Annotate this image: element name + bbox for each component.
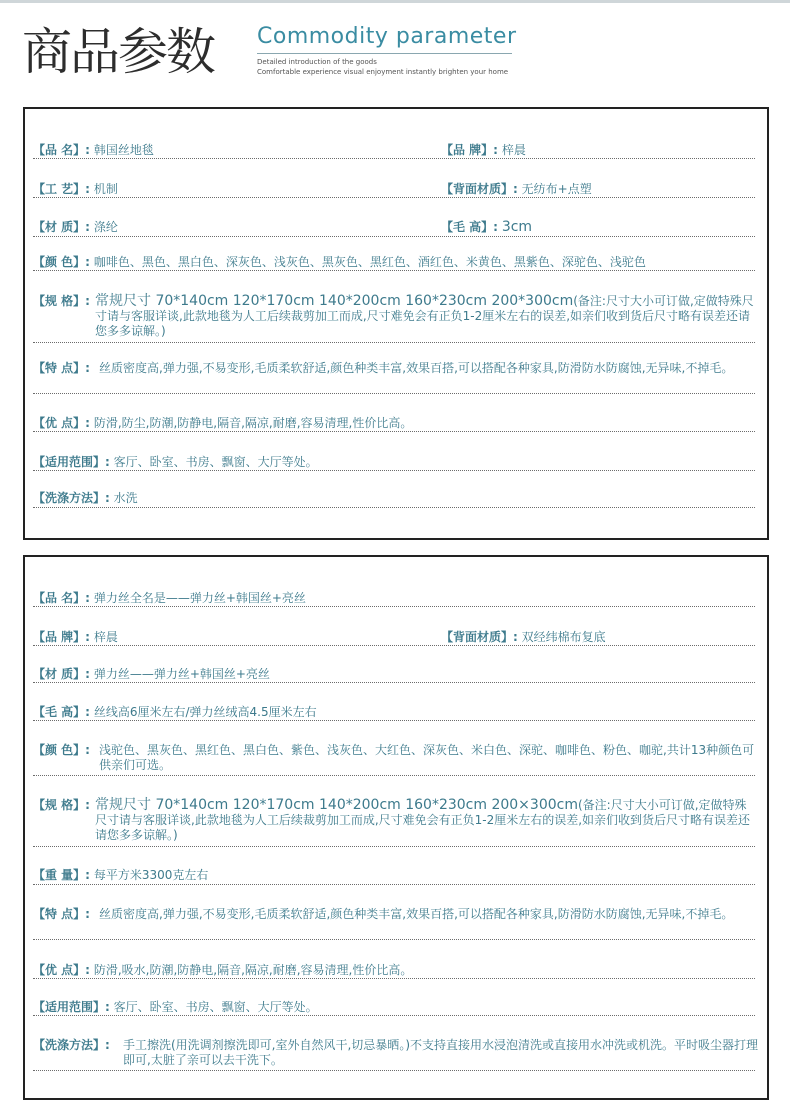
spec-label: 【规 格】:: [33, 294, 90, 308]
spec-row-scope: [33, 455, 755, 471]
spec-row-size: [33, 294, 755, 343]
top-divider: [0, 0, 790, 3]
spec-label: 【重 量】:: [33, 868, 90, 882]
title-rule: [257, 53, 512, 54]
spec2-row-name: [33, 591, 755, 607]
spec2-row-pile: [33, 705, 755, 721]
spec-label: 【规 格】:: [33, 798, 90, 812]
spec2-row-advantage: [33, 963, 755, 979]
page-title-en: Commodity parameter: [257, 24, 517, 49]
spec2-row-color: [33, 743, 755, 776]
page-title-cn: 商品参数: [22, 23, 214, 81]
spec-row-name: [33, 143, 755, 159]
spec-label: 【工 艺】:: [33, 182, 90, 196]
spec-label: 【适用范围】:: [33, 455, 110, 469]
spec-label: 【颜 色】:: [33, 743, 90, 757]
spec-label: 【特 点】:: [33, 907, 90, 921]
spec-row-advantage: [33, 416, 755, 432]
spec-value: 防滑,吸水,防潮,防静电,隔音,隔凉,耐磨,容易清理,性价比高。: [93, 963, 413, 977]
spec-value: 客厅、卧室、书房、飘窗、大厅等处。: [113, 455, 318, 469]
spec-value: 梓晨: [93, 630, 118, 644]
spec-value: 梓晨: [501, 143, 526, 157]
spec-value: 3cm: [501, 219, 533, 235]
spec-label: 【优 点】:: [33, 416, 90, 430]
spec-note: (备注:尺寸大小可订做,定做特殊尺寸请与客服详谈,此款地毯为人工后续裁剪加工而成,尺寸难免会有正负1-2厘米左右的误差,如亲们收到货后尺寸略有误差还请您多多谅解。): [95, 294, 754, 338]
spec-label: 【洗涤方法】:: [33, 1038, 110, 1052]
spec-value: 手工擦洗(用洗调剂擦洗即可,室外自然风干,切忌暴晒。)不支持直接用水浸泡清洗或直接用水冲洗或机洗。平时吸尘器打理即可,太脏了亲可以去干洗下。: [123, 1038, 758, 1067]
spec-value: 水洗: [113, 491, 138, 505]
spec-value: 涤纶: [93, 220, 118, 234]
spec2-row-material: [33, 667, 755, 683]
spec-row-material: [33, 220, 755, 237]
spec-label: 【颜 色】:: [33, 255, 90, 269]
spec-value: 客厅、卧室、书房、飘窗、大厅等处。: [113, 1000, 318, 1014]
spec-value: 弹力丝全名是——弹力丝+韩国丝+亮丝: [93, 591, 306, 605]
spec-value: 韩国丝地毯: [93, 143, 154, 157]
spec-label: 【特 点】:: [33, 361, 90, 375]
spec-label: 【适用范围】:: [33, 1000, 110, 1014]
subtitle-line-2: Comfortable experience visual enjoyment instantly brighten your home: [257, 68, 509, 76]
spec2-row-wash: [33, 1038, 758, 1071]
spec-row-feature: [33, 361, 755, 394]
spec-label: 【品 牌】:: [33, 630, 90, 644]
spec-label: 【品 牌】:: [441, 143, 498, 157]
spec-label: 【洗涤方法】:: [33, 491, 110, 505]
spec-value: 每平方米3300克左右: [93, 868, 209, 882]
spec-label: 【毛 高】:: [33, 705, 90, 719]
spec2-row-weight: [33, 868, 755, 885]
spec-label: 【背面材质】:: [441, 630, 518, 644]
spec-value: 无纺布+点塑: [521, 182, 592, 196]
spec-value: 浅驼色、黑灰色、黑红色、黑白色、紫色、浅灰色、大红色、深灰色、米白色、深驼、咖啡色、粉色、咖驼,共计13种颜色可供亲们可选。: [99, 743, 755, 772]
spec-value: 常规尺寸 70*140cm 120*170cm 140*200cm 160*230cm 200*300cm: [95, 293, 574, 309]
spec-label: 【优 点】:: [33, 963, 90, 977]
spec-row-wash: [33, 491, 755, 508]
spec-label: 【品 名】:: [33, 143, 90, 157]
page-header: [22, 18, 782, 88]
spec-label: 【品 名】:: [33, 591, 90, 605]
spec-row-craft: [33, 182, 755, 198]
spec-value: 防滑,防尘,防潮,防静电,隔音,隔凉,耐磨,容易清理,性价比高。: [93, 416, 413, 430]
spec-value: 双经纬棉布复底: [521, 630, 606, 644]
spec-value: 咖啡色、黑色、黑白色、深灰色、浅灰色、黑灰色、黑红色、酒红色、米黄色、黑紫色、深驼色、浅驼色: [93, 255, 646, 269]
spec2-row-size: [33, 798, 755, 847]
spec-label: 【材 质】:: [33, 667, 90, 681]
spec2-row-brand: [33, 630, 755, 646]
spec-label: 【背面材质】:: [441, 182, 518, 196]
spec-value: 常规尺寸 70*140cm 120*170cm 140*200cm 160*230cm 200×300cm: [95, 797, 578, 813]
spec-label: 【材 质】:: [33, 220, 90, 234]
spec-value: 弹力丝——弹力丝+韩国丝+亮丝: [93, 667, 270, 681]
spec2-row-feature: [33, 907, 755, 940]
spec-value: 丝质密度高,弹力强,不易变形,毛质柔软舒适,颜色种类丰富,效果百搭,可以搭配各种家具,防滑防水防腐蚀,无异味,不掉毛。: [99, 361, 734, 375]
spec-note: (备注:尺寸大小可订做,定做特殊尺寸请与客服详谈,此款地毯为人工后续裁剪加工而成,尺寸难免会有正负1-2厘米左右的误差,如亲们收到货后尺寸略有误差还请您多多谅解。): [95, 798, 751, 842]
spec-value: 机制: [93, 182, 118, 196]
spec-row-color: [33, 255, 755, 271]
spec-label: 【毛 高】:: [441, 220, 498, 234]
spec2-row-scope: [33, 1000, 755, 1016]
spec-value: 丝质密度高,弹力强,不易变形,毛质柔软舒适,颜色种类丰富,效果百搭,可以搭配各种家具,防滑防水防腐蚀,无异味,不掉毛。: [99, 907, 734, 921]
spec-value: 丝线高6厘米左右/弹力丝绒高4.5厘米左右: [93, 705, 317, 719]
subtitle-line-1: Detailed introduction of the goods: [257, 58, 377, 66]
